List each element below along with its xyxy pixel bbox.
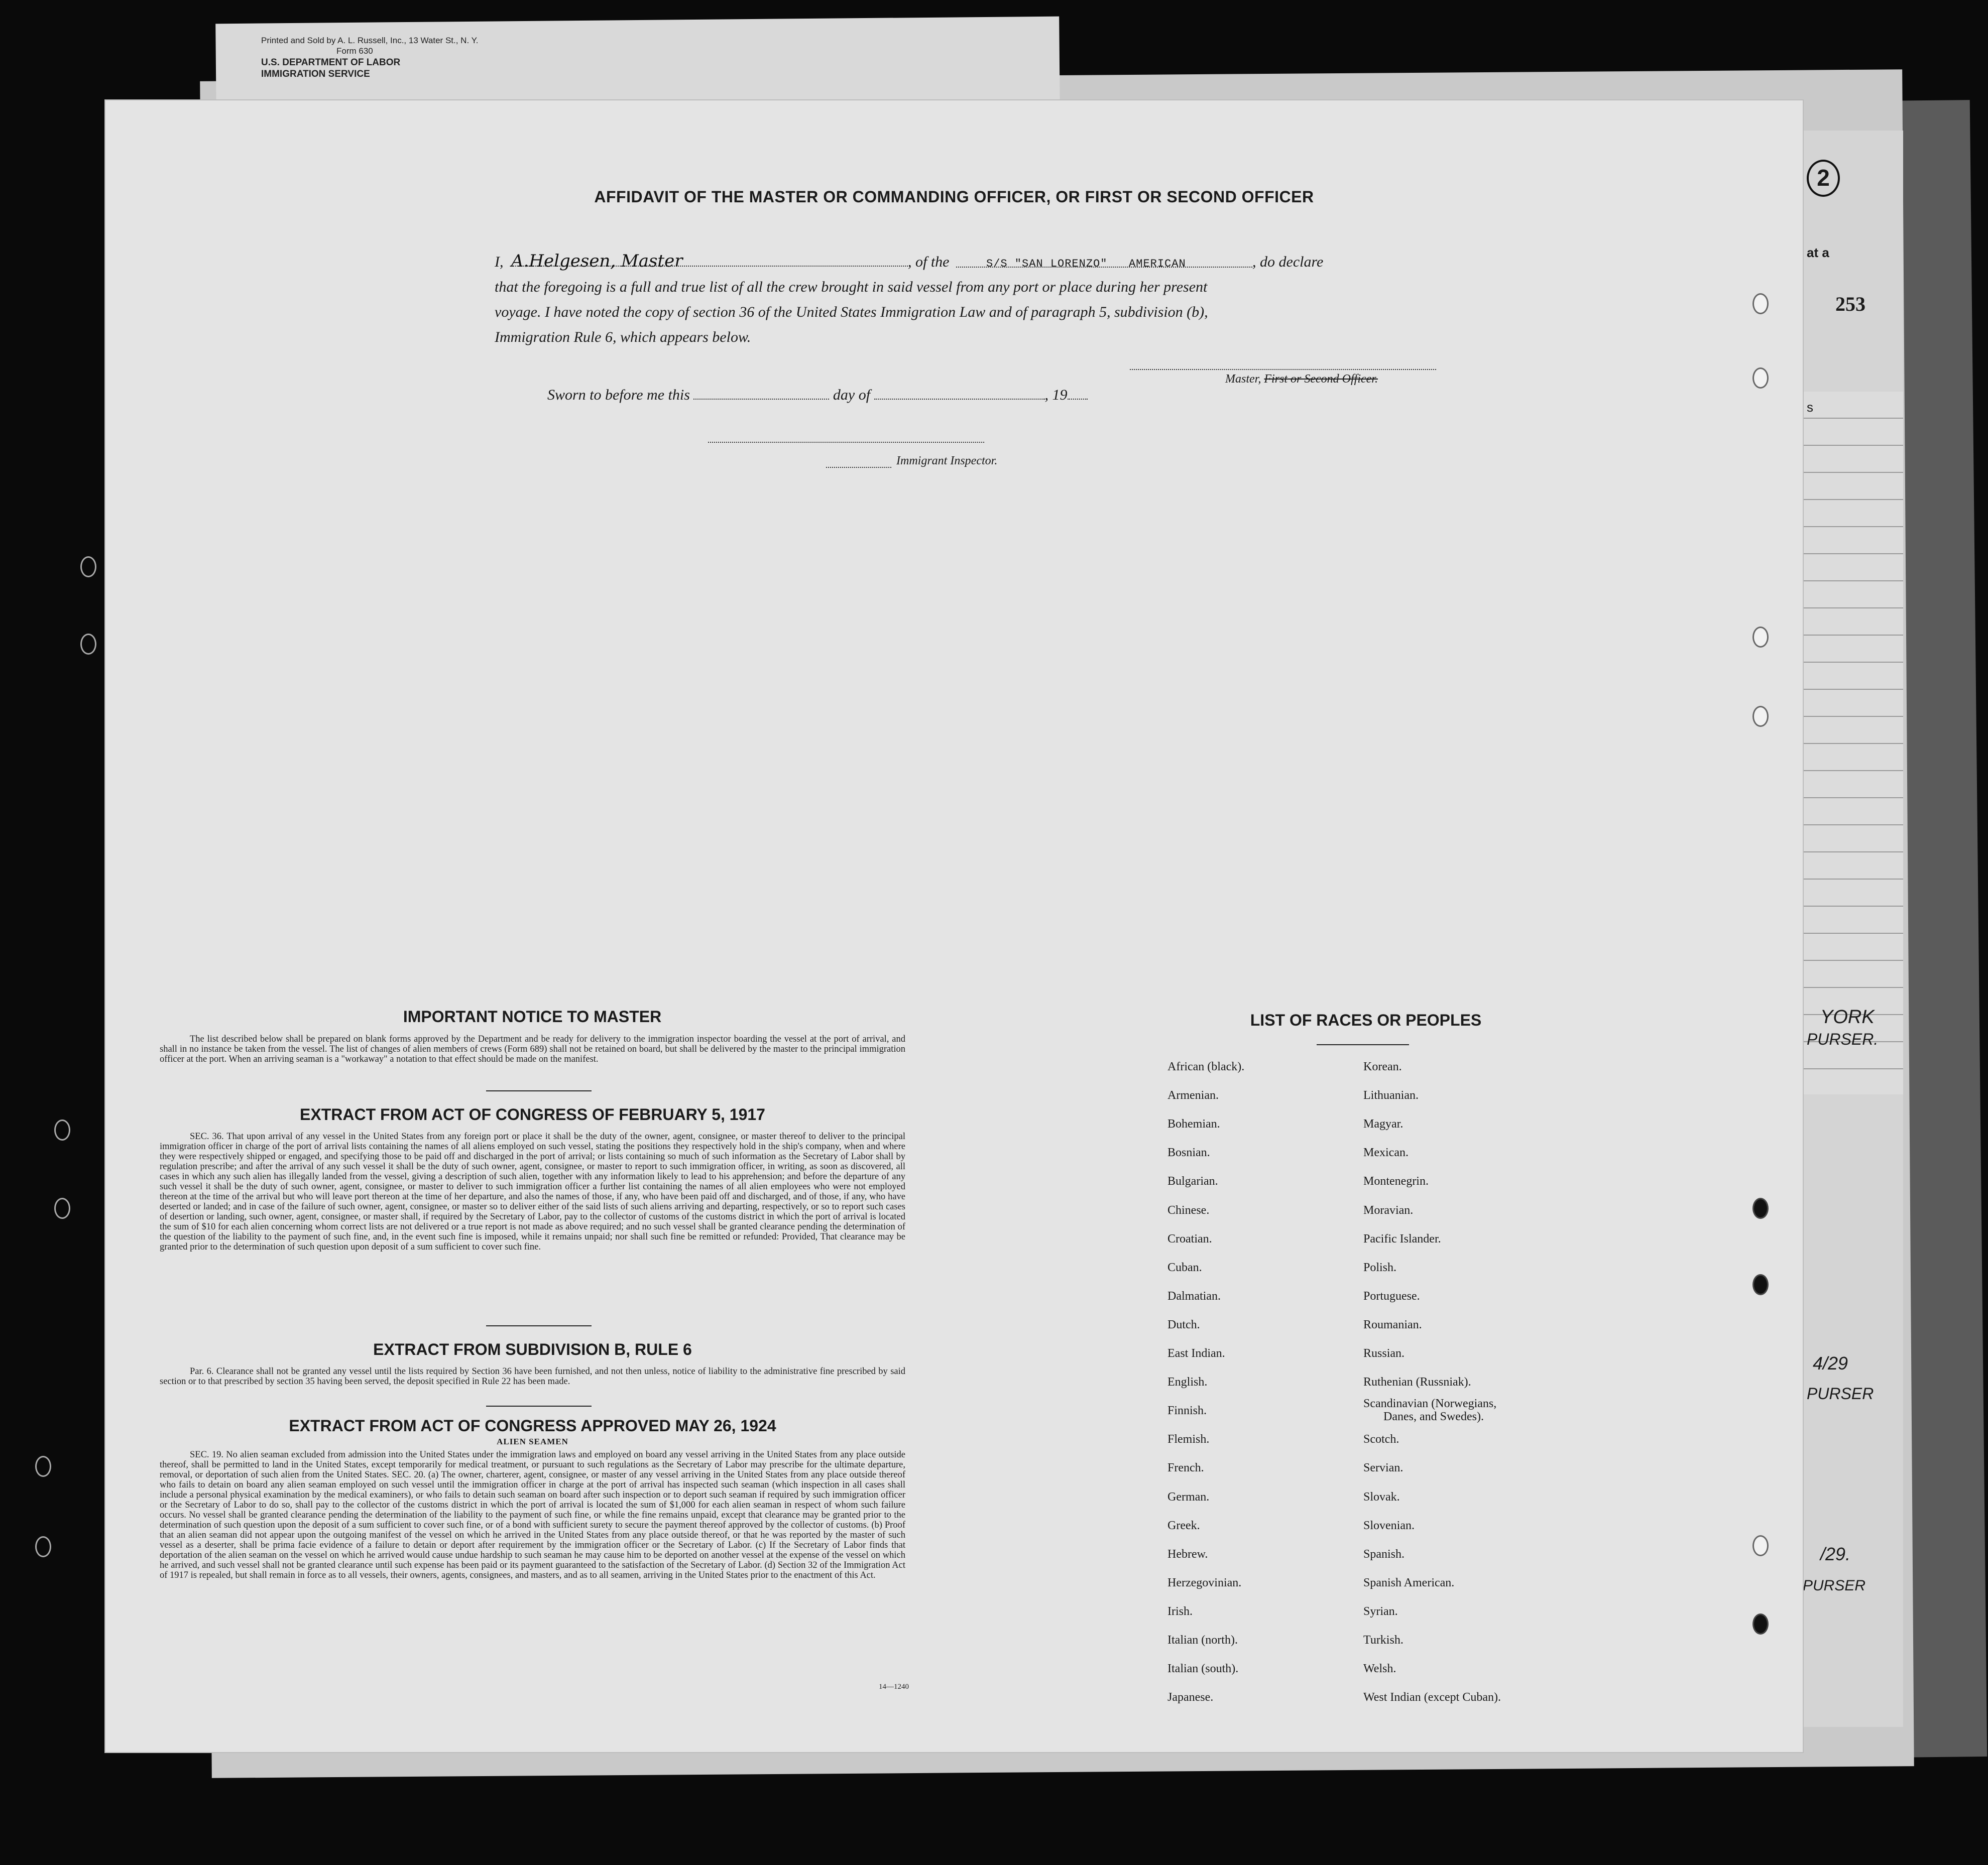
- races-title: LIST OF RACES OR PEOPLES: [1250, 1011, 1482, 1029]
- race-item: Servian.: [1363, 1461, 1404, 1475]
- punch-hole: [1752, 627, 1769, 648]
- edge-text-at-a: at a: [1807, 245, 1829, 260]
- alien-seamen-heading: ALIEN SEAMEN: [497, 1437, 568, 1446]
- race-item: Croatian.: [1167, 1232, 1212, 1246]
- vessel-field: [956, 250, 1252, 268]
- year-label: , 19: [1044, 387, 1068, 403]
- race-item: Bohemian.: [1167, 1117, 1220, 1131]
- race-item: German.: [1167, 1490, 1210, 1504]
- printer-imprint: [261, 35, 713, 73]
- punch-hole: [35, 1456, 51, 1477]
- inspector-signature-line: [708, 442, 984, 443]
- race-item: East Indian.: [1167, 1347, 1225, 1360]
- edge-letter: s: [1807, 400, 1813, 415]
- race-item: Dalmatian.: [1167, 1289, 1221, 1303]
- printer-line: Printed and Sold by A. L. Russell, Inc., 13 Water St., N. Y.: [261, 36, 479, 45]
- officer-caption-struck: First or Second Officer.: [1264, 372, 1378, 386]
- race-item: Italian (north).: [1167, 1634, 1238, 1647]
- extract1-title: EXTRACT FROM ACT OF CONGRESS OF FEBRUARY 5, 1917: [300, 1105, 765, 1124]
- extract3-text: SEC. 19. No alien seaman excluded from admission into the United States under the immigration laws and employed on board any vessel arriving in the United States from any place outside thereof, shall be permitted to land in the United States, except temporarily for medical treatment, or pursuant to such regulations as the Secretary of Labor may prescribe for the ultimate departure, removal, or deportation of such alien from the United States. SEC. 20. (a) The owner, charterer, agent, consignee, or master of any vessel arriving in the United States from any place outside thereof who fails to detain on board any alien seaman employed on such vessel until the immigration officer in charge at the port of arrival has inspected such seaman (which inspection in all cases shall include a personal physical examination by the medical examiners), or who fails to detain such seaman on board after such inspection or to deport such seaman if required by such immigration officer or the Secretary of Labor to do so, shall pay to the collector of the customs district in which the port of arrival is located the sum of $1,000 for each alien seaman in respect of whom such failure occurs. No vessel shall be granted clearance pending the determination of the liability to the payment of such fine, or while the fine remains unpaid, except that clearance may be granted prior to the determination of such question upon the deposit of a sum sufficient to cover such fine, or of a bond with sufficient surety to secure the payment thereof approved by the collector of customs. (b) Proof that an alien seaman did not appear upon the outgoing manifest of the vessel on which he arrived in the United States from any place outside thereof, or that he was reported by the master of such vessel as a deserter, shall be prima facie evidence of a failure to detain or deport after requirement by the immigration officer or the Secretary of Labor. (c) If the Secretary of Labor finds that deportation of the alien seaman on the vessel on which he arrived would cause undue hardship to such seaman he may cause him to be deported on another vessel at the expense of the vessel on which he arrived, and such vessel shall not be granted clearance until such expense has been paid or its payment guaranteed to the satisfaction of the Secretary of Labor. (d) Section 32 of the Immigration Act of 1917 is repealed, but shall remain in force as to all vessels, their owners, agents, consignees, and masters, and as to all seamen, arriving in the United States prior to the enactment of this Act.: [160, 1450, 905, 1580]
- affidavit-title: AFFIDAVIT OF THE MASTER OR COMMANDING OFFICER, OR FIRST OR SECOND OFFICER: [594, 188, 1314, 206]
- punch-hole: [1752, 1613, 1769, 1635]
- race-item: Flemish.: [1167, 1433, 1210, 1446]
- punch-hole: [1752, 293, 1769, 314]
- sworn-month-field: [874, 387, 1045, 400]
- edge-date: 4/29: [1813, 1353, 1848, 1374]
- punch-hole: [1752, 1535, 1769, 1556]
- form-code: 14—1240: [879, 1683, 909, 1691]
- divider: [486, 1406, 592, 1407]
- affidavit-i: I,: [495, 254, 504, 270]
- race-item: Dutch.: [1167, 1318, 1200, 1331]
- punch-hole: [1752, 1198, 1769, 1219]
- inspector-caption-line: [826, 467, 891, 468]
- edge-york: YORK: [1820, 1007, 1875, 1028]
- race-item: Pacific Islander.: [1363, 1232, 1441, 1246]
- race-item: Armenian.: [1167, 1089, 1219, 1102]
- race-item: Korean.: [1363, 1060, 1402, 1073]
- sworn-year-field: [1068, 387, 1088, 400]
- race-item: Herzegovinian.: [1167, 1576, 1242, 1589]
- signature-caption: [1225, 372, 1378, 386]
- race-item: Turkish.: [1363, 1634, 1404, 1647]
- edge-purser: PURSER: [1807, 1385, 1874, 1403]
- punch-hole: [1752, 367, 1769, 389]
- page-number: 253: [1835, 293, 1865, 315]
- race-item: Slovak.: [1363, 1490, 1400, 1504]
- circled-number: 2: [1807, 160, 1840, 197]
- punch-hole: [54, 1120, 70, 1141]
- race-item: Spanish.: [1363, 1547, 1405, 1561]
- extract2-text: Par. 6. Clearance shall not be granted any vessel until the lists required by Section 36 have been furnished, and not then unless, notice of liability to the administrative fine prescribed by said section or to that prescribed by section 35 having been served, the deposit specified in Rule 22 has been made.: [160, 1366, 905, 1387]
- race-item: Welsh.: [1363, 1662, 1396, 1676]
- race-item: Montenegrin.: [1363, 1175, 1429, 1188]
- race-item: Lithuanian.: [1363, 1089, 1419, 1102]
- race-item: West Indian (except Cuban).: [1363, 1691, 1501, 1704]
- race-item: French.: [1167, 1461, 1204, 1475]
- affidavit-body: [495, 248, 1449, 350]
- divider: [486, 1325, 592, 1326]
- extract2-title: EXTRACT FROM SUBDIVISION B, RULE 6: [373, 1340, 692, 1358]
- race-item: Spanish American.: [1363, 1576, 1455, 1589]
- race-item: Chinese.: [1167, 1203, 1210, 1217]
- edge-purser: PURSER.: [1807, 1030, 1879, 1048]
- race-item: Bosnian.: [1167, 1146, 1210, 1160]
- sworn-line: [547, 387, 1088, 404]
- master-name-field: [511, 248, 908, 271]
- race-item: Syrian.: [1363, 1604, 1398, 1618]
- vessel-name-typed: S/S "SAN LORENZO" AMERICAN: [986, 258, 1186, 270]
- edge-date: /29.: [1820, 1544, 1851, 1564]
- race-item: Scotch.: [1363, 1433, 1399, 1446]
- affidavit-line-2: that the foregoing is a full and true list of all the crew brought in said vessel from any port or place during her present: [495, 279, 1208, 295]
- punch-hole: [54, 1198, 70, 1219]
- race-item: African (black).: [1167, 1060, 1245, 1073]
- inspector-caption: Immigrant Inspector.: [896, 454, 998, 467]
- affidavit-line-1: [495, 248, 1449, 275]
- sworn-label: Sworn to before me this: [547, 387, 690, 403]
- master-name-handwritten: A.Helgesen, Master: [511, 251, 683, 271]
- race-item: Irish.: [1167, 1604, 1193, 1618]
- race-item: Moravian.: [1363, 1203, 1414, 1217]
- punch-hole: [1752, 1274, 1769, 1295]
- signature-line: [1130, 369, 1436, 370]
- extract3-title: EXTRACT FROM ACT OF CONGRESS APPROVED MAY 26, 1924: [289, 1417, 776, 1435]
- race-item: Japanese.: [1167, 1691, 1214, 1704]
- punch-hole: [35, 1536, 51, 1557]
- race-item: Bulgarian.: [1167, 1175, 1218, 1188]
- affidavit-line-4: Immigration Rule 6, which appears below.: [495, 329, 751, 345]
- edge-purser: PURSER: [1803, 1577, 1866, 1594]
- form-number: Form 630: [336, 46, 373, 56]
- do-declare-label: , do declare: [1252, 254, 1324, 270]
- divider: [486, 1090, 592, 1091]
- punch-hole: [1752, 706, 1769, 727]
- race-item: Russian.: [1363, 1347, 1405, 1360]
- race-item: Magyar.: [1363, 1117, 1404, 1131]
- department-label: U.S. DEPARTMENT OF LABOR: [261, 57, 401, 68]
- race-item: English.: [1167, 1376, 1208, 1389]
- punch-hole: [80, 634, 96, 655]
- divider: [1317, 1044, 1409, 1045]
- race-item: Greek.: [1167, 1519, 1200, 1532]
- punch-hole: [80, 556, 96, 577]
- day-of-label: day of: [833, 387, 871, 403]
- notice-title: IMPORTANT NOTICE TO MASTER: [403, 1008, 662, 1026]
- race-item: Portuguese.: [1363, 1289, 1420, 1303]
- affidavit-line-3: voyage. I have noted the copy of section 36 of the United States Immigration Law and of paragraph 5, subdivision (b),: [495, 304, 1208, 320]
- race-item: Polish.: [1363, 1261, 1397, 1274]
- race-item: Italian (south).: [1167, 1662, 1239, 1676]
- race-item: Roumanian.: [1363, 1318, 1422, 1331]
- sworn-day-field: [693, 387, 829, 400]
- service-label: [261, 68, 713, 73]
- notice-text: The list described below shall be prepared on blank forms approved by the Department and be ready for delivery to the immigration inspector boarding the vessel at the port of arrival, and shall in no instance be taken from the vessel. The list of changes of alien members of crews (Form 689) shall not be retained on board, but shall be delivered by the master to the principal immigration officer at the port. When an arriving seaman is a "workaway" a notation to that effect should be made on the manifest.: [160, 1034, 905, 1064]
- race-item: Ruthenian (Russniak).: [1363, 1376, 1471, 1389]
- ruled-lines: [1803, 392, 1903, 1094]
- race-item: Slovenian.: [1363, 1519, 1415, 1532]
- race-item: Cuban.: [1167, 1261, 1202, 1274]
- master-caption: Master,: [1225, 372, 1261, 386]
- of-the-label: , of the: [908, 254, 950, 270]
- race-item: Scandinavian (Norwegians, Danes, and Swedes).: [1363, 1397, 1497, 1424]
- extract1-text: SEC. 36. That upon arrival of any vessel in the United States from any foreign port or place it shall be the duty of the owner, agent, consignee, or master thereof to deliver to the principal immigration officer in charge of the port of arrival lists containing the names of all aliens employed on such vessel, stating the positions they respectively hold in the ship's company, when and where they were respectively shipped or engaged, and specifying those to be paid off and discharged in the port of arrival; or lists containing so much of such information as the Secretary of Labor shall by regulation prescribe; and after the arrival of any such vessel it shall be the duty of such owner, agent, consignee, or master to report to such immigration officer, in writing, as soon as discovered, all cases in which any such alien has illegally landed from the vessel, giving a description of such alien, together with any information likely to lead to his apprehension; and before the departure of any such vessel it shall be the duty of such owner, agent, consignee, or master to deliver to such immigration officer a further list containing the names of all alien employees who were not employed thereon at the time of the arrival but who will leave port thereon at the time of her departure, and also the names of those, if any, who have been paid off and discharged, and of those, if any, who have deserted or landed; and in case of the failure of such owner, agent, consignee, or master so to deliver either of the said lists of such aliens arriving and departing, respectively, or so to report such cases of desertion or landing, such owner, agent, consignee, or master shall, if required by the Secretary of Labor, pay to the collector of customs of the customs district in which the port of arrival is located the sum of $10 for each alien concerning whom correct lists are not delivered or a true report is not made as above required; and no such vessel shall be granted clearance pending the determination of the question of the liability to the payment of such fine, and, in the event such fine is imposed, while it remains unpaid; nor shall such fine be remitted or refunded: Provided, That clearance may be granted prior to the determination of such question upon deposit of a sum sufficient to cover such fine.: [160, 1132, 905, 1252]
- race-item: Finnish.: [1167, 1404, 1207, 1418]
- race-item: Mexican.: [1363, 1146, 1409, 1160]
- race-item: Hebrew.: [1167, 1547, 1208, 1561]
